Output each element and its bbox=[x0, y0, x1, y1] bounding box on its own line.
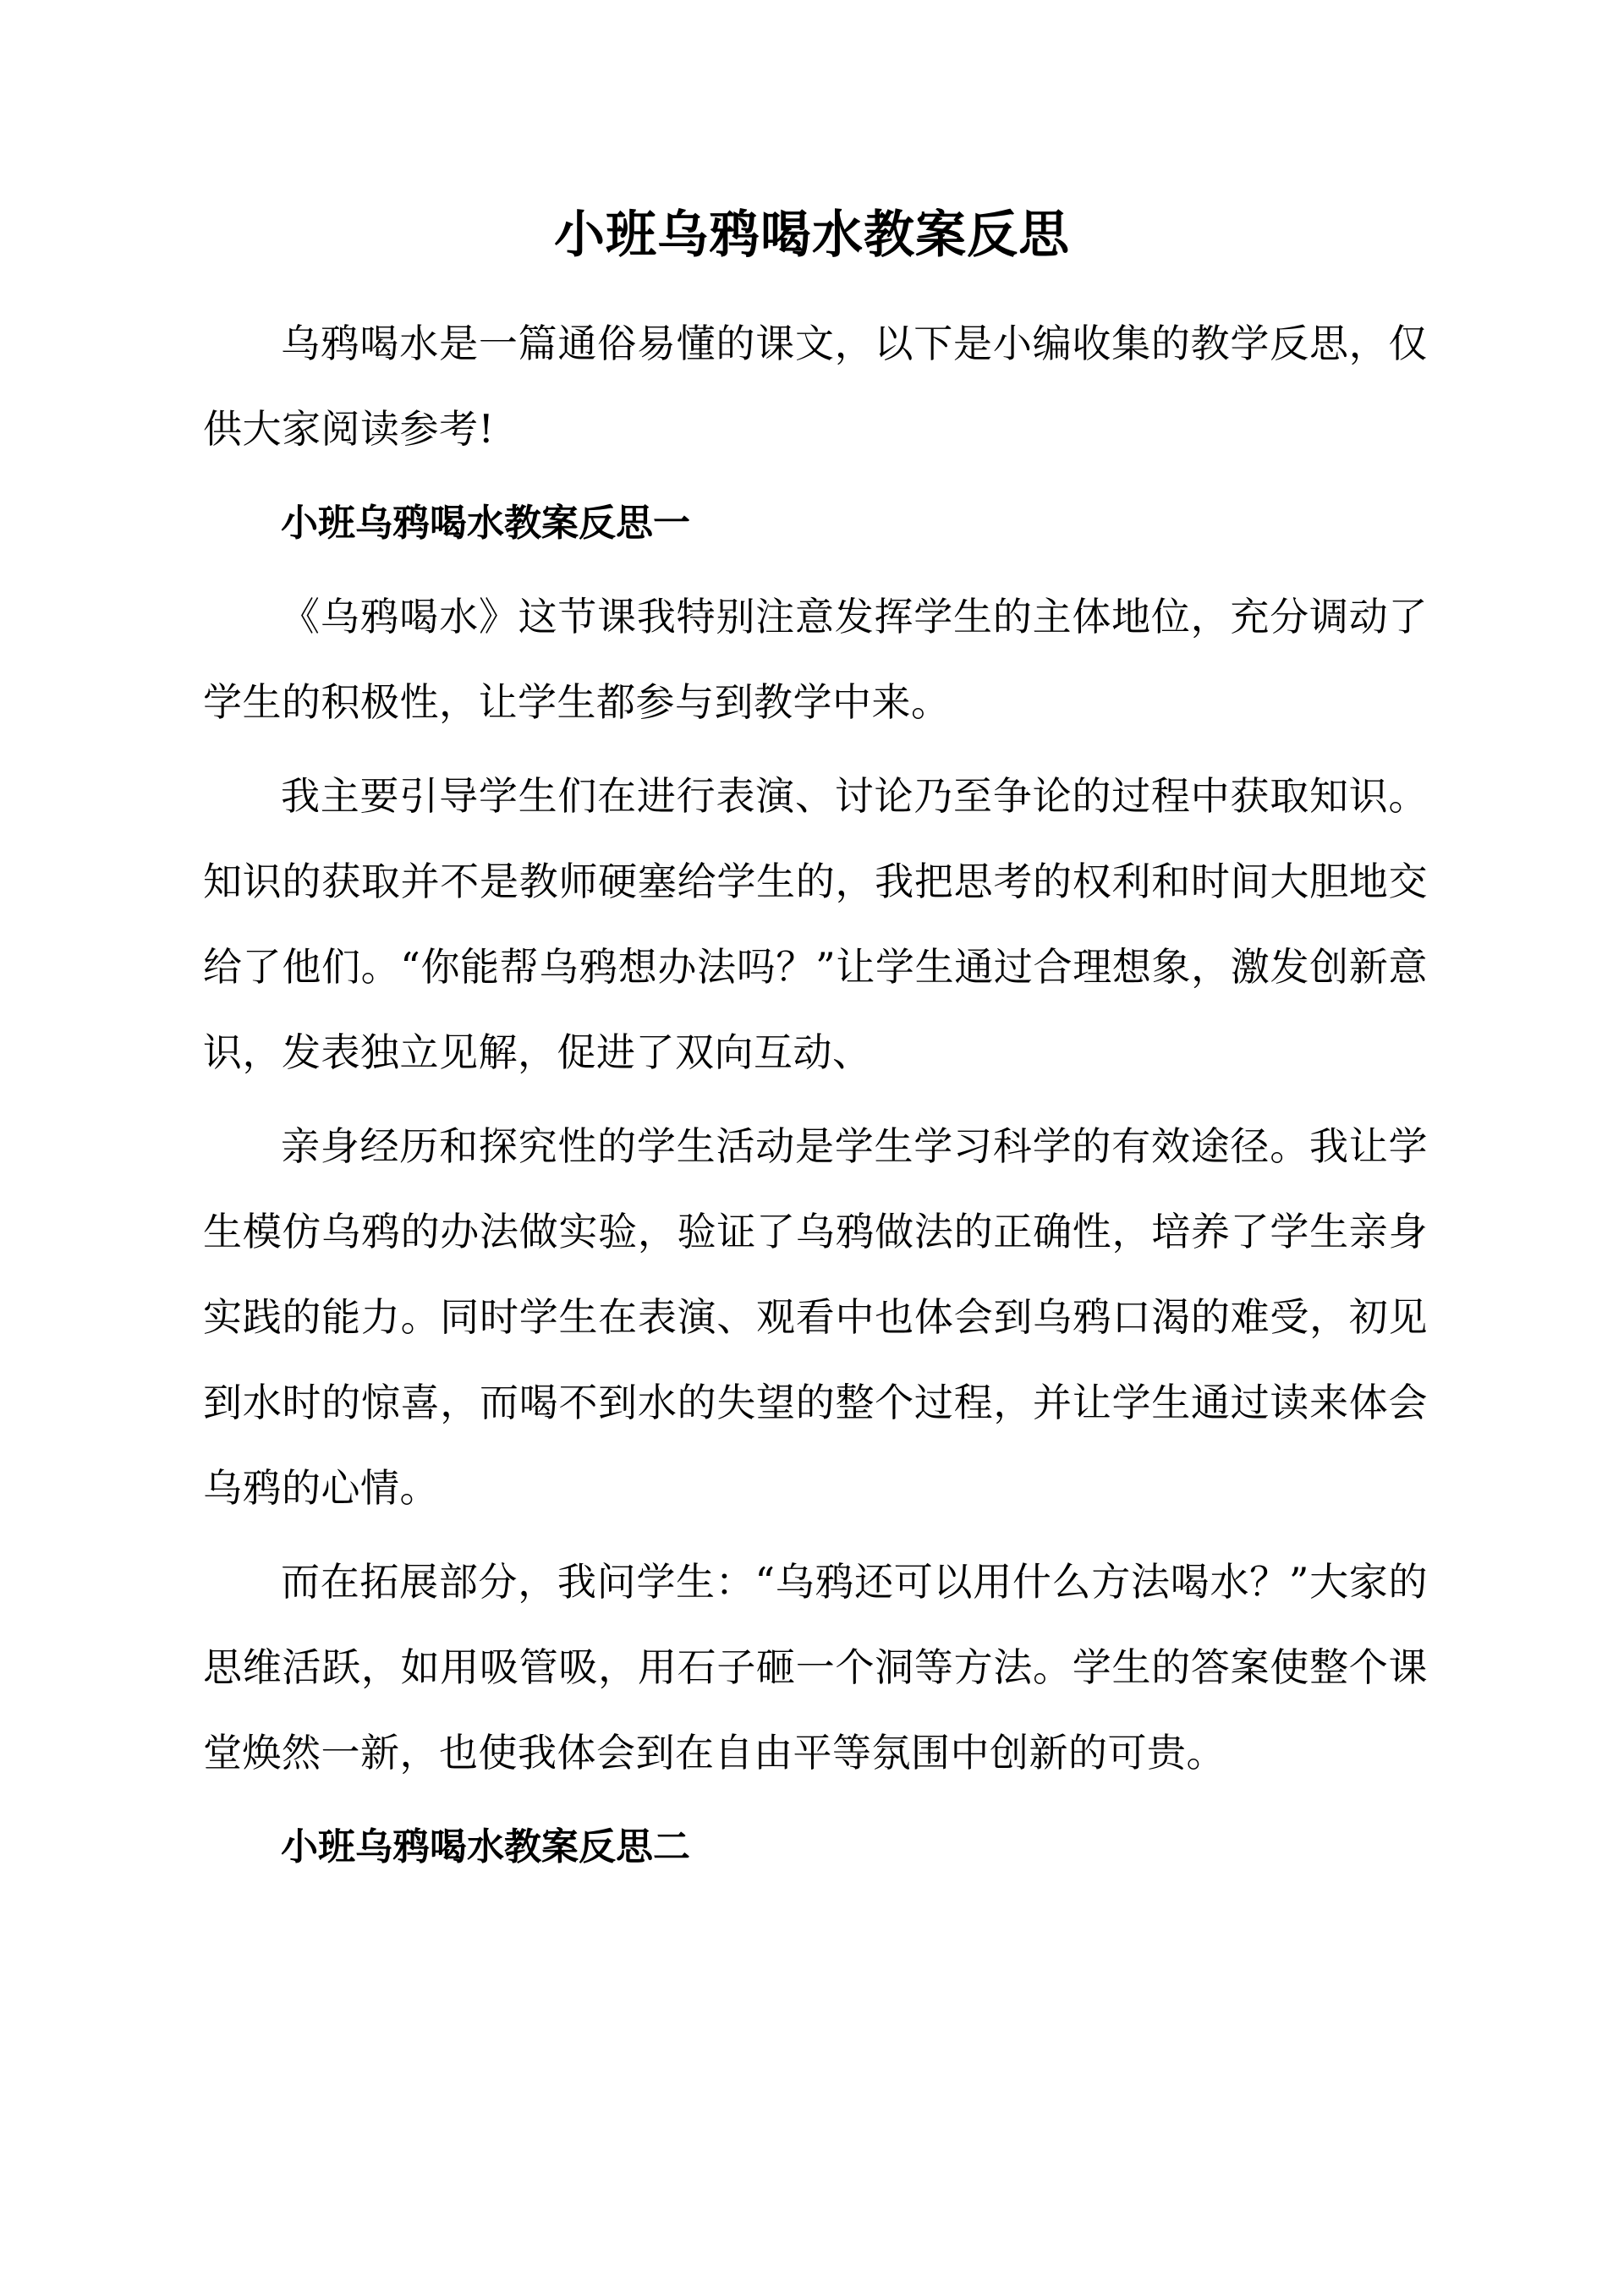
section1-paragraph-1: 《乌鸦喝水》这节课我特别注意发挥学生的主体地位，充分调动了学生的积极性，让学生都参与到教学中来。 bbox=[203, 594, 1428, 725]
section1-paragraph-3: 亲身经历和探究性的学生活动是学生学习科学的有效途径。我让学生模仿乌鸦的办法做实验，验证了乌鸦做法的正确性，培养了学生亲身实践的能力。同时学生在表演、观看中也体会到乌鸦口渴的难受，初见到水时的惊喜，而喝不到水的失望的整个过程，并让学生通过读来体会乌鸦的心情。 bbox=[203, 1123, 1428, 1511]
document-body bbox=[203, 301, 1428, 1890]
section-heading-1: 小班乌鸦喝水教案反思一 bbox=[281, 502, 690, 545]
section1-paragraph-4: 而在拓展部分，我问学生：“乌鸦还可以用什么方法喝水？”大家的思维活跃，如用吸管吸，用石子砸一个洞等方法。学生的答案使整个课堂焕然一新，也使我体会到在自由平等氛围中创新的可贵。 bbox=[203, 1559, 1428, 1775]
intro-paragraph: 乌鸦喝水是一篇通俗易懂的课文，以下是小编收集的教学反思，仅供大家阅读参考! bbox=[203, 321, 1428, 452]
section-heading-2: 小班乌鸦喝水教案反思二 bbox=[281, 1825, 690, 1869]
section1-paragraph-2: 我主要引导学生们在进行表演、讨论乃至争论的过程中获取知识。知识的获取并不是教师硬塞给学生的，我把思考的权利和时间大胆地交给了他们。“你能帮乌鸦想办法吗？”让学生通过合理想象，激发创新意识，发表独立见解，促进了双向互动、 bbox=[203, 773, 1428, 1075]
document-title: 小班乌鸦喝水教案反思 bbox=[554, 206, 1070, 265]
